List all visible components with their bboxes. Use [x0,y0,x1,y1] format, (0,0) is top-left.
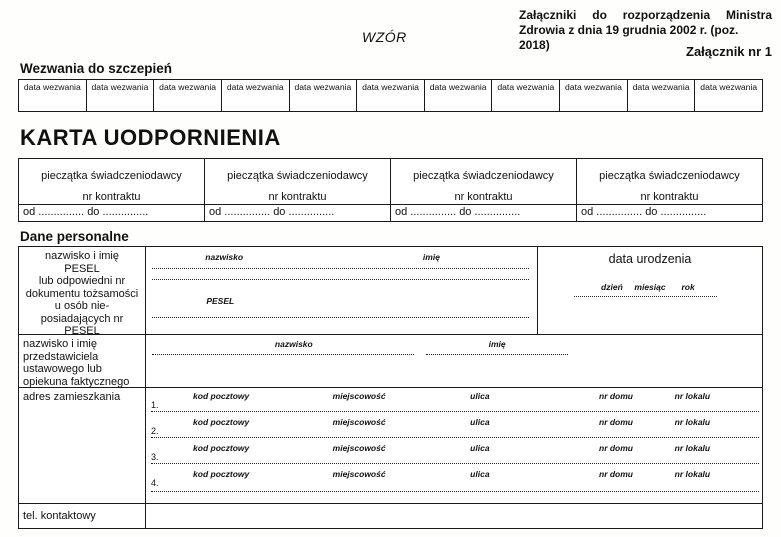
phone-field [146,504,762,528]
contract-number-label: nr kontraktu [268,191,327,203]
pesel-field-label: PESEL [206,296,235,306]
stamp-label: pieczątka świadczeniodawcy [599,170,740,182]
representative-fields [146,335,762,387]
row-label-phone: tel. kontaktowy [19,504,146,528]
validity-range: od ............... do ............... [581,206,707,218]
stamp-cell [19,159,204,205]
postal-code-label: kod pocztowy [193,443,250,453]
contract-column [391,159,577,221]
dane-personalne-heading: Dane personalne [20,229,129,244]
city-label: miejscowość [332,443,386,453]
surname-write-line [152,268,529,269]
postal-code-label: kod pocztowy [193,469,250,479]
stamp-label: pieczątka świadczeniodawcy [413,170,554,182]
contract-column [577,159,762,221]
rep-name-write-line [426,354,568,355]
street-label: ulica [470,391,490,401]
wezwania-cell: data wezwania [700,82,758,92]
address-row-number: 3. [151,452,159,462]
wezwania-table [18,79,763,112]
validity-range: od ............... do ............... [23,206,149,218]
stamp-cell [391,159,576,205]
stamp-label: pieczątka świadczeniodawcy [41,170,182,182]
wezwania-cell: data wezwania [628,80,696,111]
apt-no-label: nr lokalu [674,391,711,401]
validity-range: od ............... do ............... [395,206,521,218]
birth-year-label: rok [681,282,695,292]
city-label: miejscowość [332,469,386,479]
apt-no-label: nr lokalu [674,417,711,427]
apt-no-label: nr lokalu [674,443,711,453]
contract-number-label: nr kontraktu [454,191,513,203]
street-label: ulica [470,443,490,453]
wezwania-cell: data wezwania [19,80,87,111]
wezwania-cell: data wezwania [154,80,222,111]
address-row-number: 1. [151,400,159,410]
wzor-watermark: WZÓR [362,29,407,45]
row-address [19,388,762,504]
birth-month-label: miesiąc [634,282,666,292]
dane-personalne-table [18,246,763,529]
wezwania-cell: data wezwania [560,80,628,111]
row-phone [19,504,762,528]
address-row-number: 4. [151,478,159,488]
street-label: ulica [470,469,490,479]
city-label: miejscowość [332,417,386,427]
contract-column [19,159,205,221]
birth-date-cell [537,247,762,334]
house-no-label: nr domu [599,391,633,401]
postal-code-label: kod pocztowy [193,417,250,427]
row-label-representative: nazwisko i imię przedstawiciela ustawowego lub opiekuna faktycznego [19,335,146,387]
postal-code-label: kod pocztowy [193,391,250,401]
house-no-label: nr domu [599,469,633,479]
address-write-line-3 [151,463,759,464]
birth-write-line [574,296,717,297]
address-write-line-4 [151,491,759,492]
stamp-cell [577,159,762,205]
address-row-number: 2. [151,426,159,436]
wezwania-cell: data wezwania [222,80,290,111]
wezwania-cell: data wezwania [87,80,155,111]
validity-range: od ............... do ............... [209,206,335,218]
street-label: ulica [470,417,490,427]
surname-field-label: nazwisko [205,252,244,262]
city-label: miejscowość [332,391,386,401]
firstname-field-label: imię [422,252,440,262]
row-label-address: adres zamieszkania [19,388,146,503]
rep-name-field-label: imię [488,339,506,349]
rep-surname-field-label: nazwisko [274,339,313,349]
address-write-line-1 [151,411,759,412]
attachment-note-line1: Załączniki do rozporządzenia Ministra [519,8,772,22]
contract-number-label: nr kontraktu [82,191,141,203]
address-fields [146,388,762,503]
attachment-number: Załącznik nr 1 [686,44,772,59]
name-write-line [152,279,529,280]
apt-no-label: nr lokalu [674,469,711,479]
wezwania-cell: data wezwania [357,80,425,111]
house-no-label: nr domu [599,443,633,453]
rep-surname-write-line [152,354,414,355]
pesel-write-line [152,317,529,318]
contract-column [205,159,391,221]
birth-date-title: data urodzenia [608,252,692,266]
row-name-pesel [19,247,762,335]
stamp-cell [205,159,390,205]
address-write-line-2 [151,437,759,438]
row-label-name-pesel: nazwisko i imię PESEL lub odpowiedni nr dokumentu tożsamości u osób nie- posiadających nr PESEL [19,247,146,334]
attachment-note-line2: Zdrowia z dnia 19 grudnia 2002 r. (poz. 2018) [519,23,739,52]
stamp-label: pieczątka świadczeniodawcy [227,170,368,182]
wezwania-cell: data wezwania [425,80,493,111]
house-no-label: nr domu [599,417,633,427]
contract-table [18,158,763,222]
name-pesel-fields [146,247,537,334]
contract-number-label: nr kontraktu [640,191,699,203]
row-representative [19,335,762,388]
page-title: KARTA UODPORNIENIA [20,125,281,150]
birth-day-label: dzień [601,282,623,292]
wezwania-cell: data wezwania [492,80,560,111]
wezwania-heading: Wezwania do szczepień [20,61,173,76]
wezwania-cell: data wezwania [290,80,358,111]
